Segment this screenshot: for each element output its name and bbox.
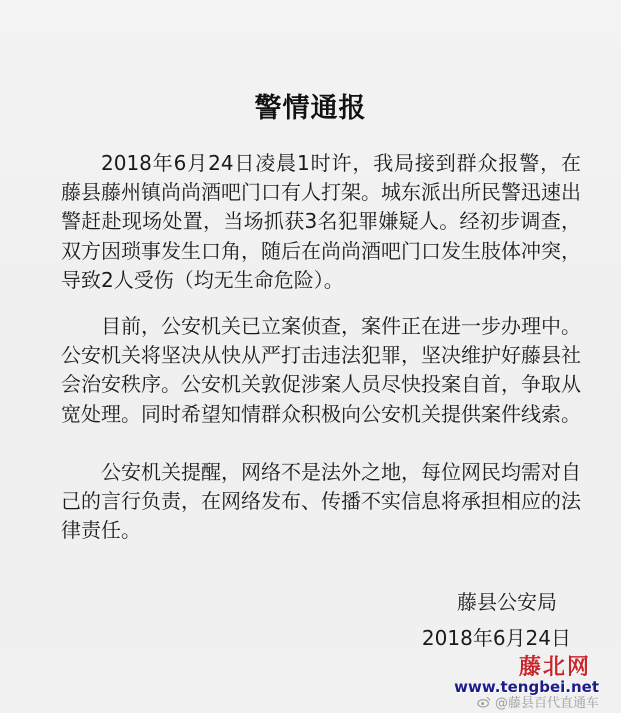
signature-date: 2018年6月24日 (421, 626, 571, 650)
watermark-site-name: 藤北网 (518, 654, 591, 680)
watermark-weibo-handle: @藤县百代直通车 (494, 696, 599, 711)
paragraph-incident: 2018年6月24日凌晨1时许，我局接到群众报警，在藤县藤州镇尚尚酒吧门口有人打架。城东派出所民警迅速出警赶赴现场处置，当场抓获3名犯罪嫌疑人。经初步调查，双方因琐事发生口角，随后在尚尚酒吧门口发生肢体冲突，导致2人受伤（均无生命危险）。 (61, 151, 581, 292)
watermark-weibo (477, 692, 599, 711)
paragraph-investigation: 目前，公安机关已立案侦查，案件正在进一步办理中。公安机关将坚决从快从严打击违法犯罪，坚决维护好藤县社会治安秩序。公安机关敦促涉案人员尽快投案自首，争取从宽处理。同时希望知情群众积极向公安机关提供案件线索。 (61, 314, 581, 426)
notice-title: 警情通报 (254, 93, 367, 124)
signature-organization: 藤县公安局 (457, 590, 557, 614)
site-watermark (409, 650, 609, 711)
paragraph-reminder: 公安机关提醒，网络不是法外之地，每位网民均需对自己的言行负责，在网络发布、传播不实信息将承担相应的法律责任。 (61, 460, 581, 543)
signature-block (422, 584, 571, 656)
watermark-url: www.tengbei.net (454, 678, 599, 696)
weibo-icon (477, 695, 491, 709)
